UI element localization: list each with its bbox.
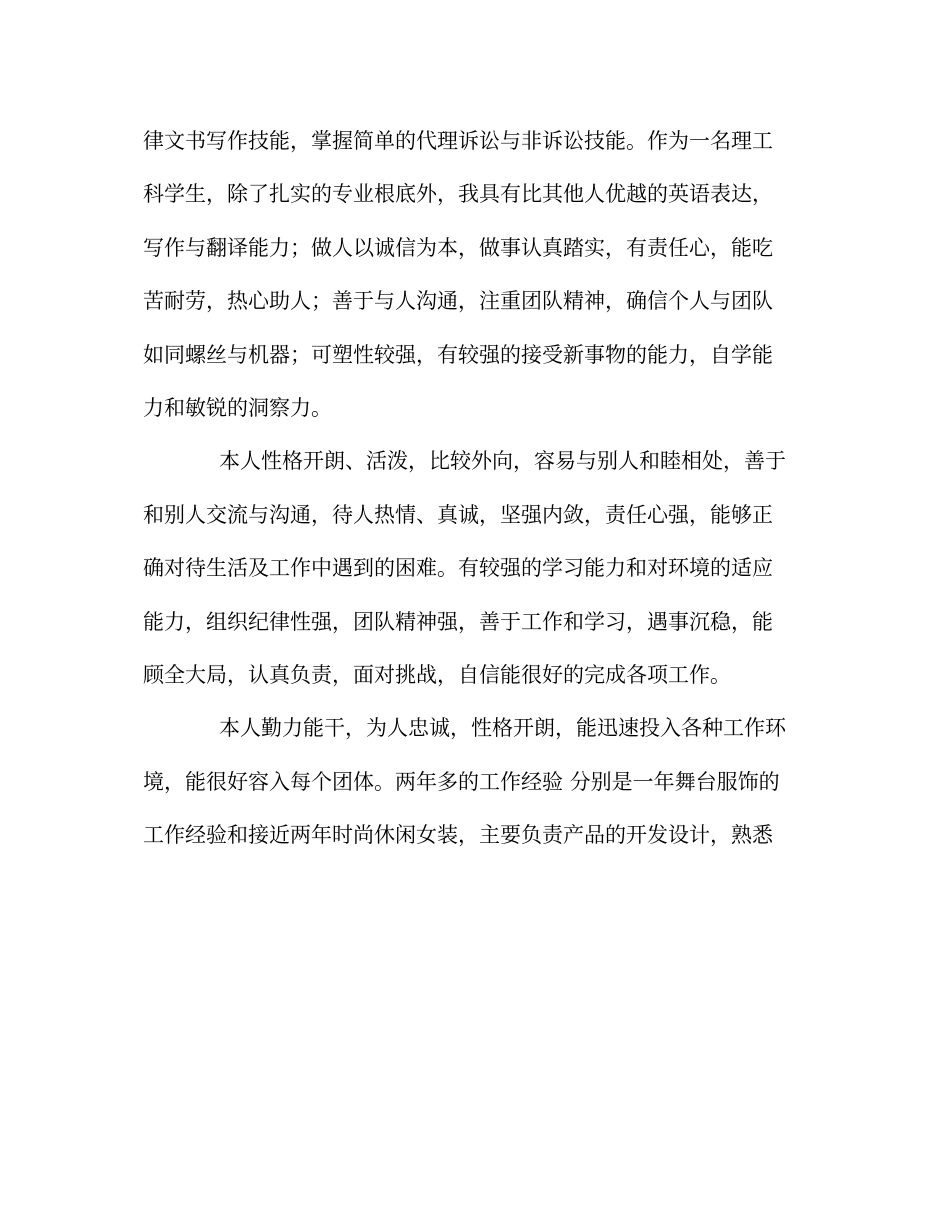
paragraph-line: 本人性格开朗、活泼，比较外向，容易与别人和睦相处，善于 <box>219 449 786 474</box>
paragraph-line: 如同螺丝与机器；可塑性较强，有较强的接受新事物的能力，自学能 <box>143 342 773 367</box>
paragraph-line: 顾全大局，认真负责，面对挑战，自信能很好的完成各项工作。 <box>143 662 731 687</box>
paragraph-line: 写作与翻译能力；做人以诚信为本，做事认真踏实，有责任心，能吃 <box>143 235 773 260</box>
paragraph-line: 律文书写作技能，掌握简单的代理诉讼与非诉讼技能。作为一名理工 <box>143 129 773 153</box>
paragraph-line: 能力，组织纪律性强，团队精神强，善于工作和学习，遇事沉稳，能 <box>143 609 773 634</box>
paragraph-line: 和别人交流与沟通，待人热情、真诚，坚强内敛，责任心强，能够正 <box>143 502 773 527</box>
paragraph-line: 本人勤力能干，为人忠诚，性格开朗，能迅速投入各种工作环 <box>219 716 786 741</box>
paragraph-line: 苦耐劳，热心助人；善于与人沟通，注重团队精神，确信个人与团队 <box>143 289 773 314</box>
paragraph-line: 境，能很好容入每个团体。两年多的工作经验 分别是一年舞台服饰的 <box>143 769 780 794</box>
paragraph-line: 工作经验和接近两年时尚休闲女装，主要负责产品的开发设计，熟悉 <box>143 823 773 848</box>
paragraph-line: 确对待生活及工作中遇到的困难。有较强的学习能力和对环境的适应 <box>143 556 773 581</box>
paragraph-line: 力和敏锐的洞察力。 <box>143 395 332 420</box>
document-body <box>143 121 823 868</box>
paragraph-line: 科学生，除了扎实的专业根底外，我具有比其他人优越的英语表达， <box>143 182 773 207</box>
